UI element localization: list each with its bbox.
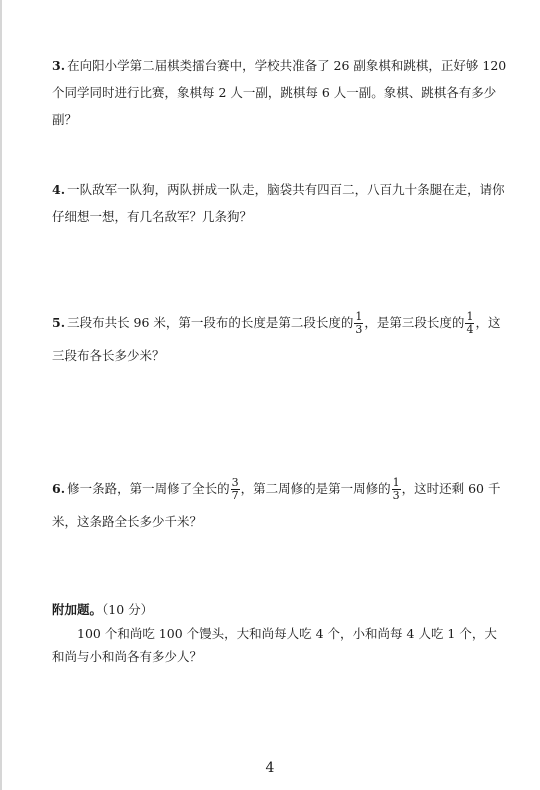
problem-number: 4. xyxy=(52,182,66,197)
problem-text-part1: 修一条路，第一周修了全长的 xyxy=(67,481,230,496)
problem-text-part3: ，这时还剩 60 千米，这条路全长多少千米？ xyxy=(52,481,501,529)
fraction-denominator: 3 xyxy=(392,489,400,502)
problem-3 xyxy=(52,52,512,133)
problem-text-part2: ，第二周修的是第一周修的 xyxy=(240,481,391,496)
problem-number: 5. xyxy=(52,315,66,330)
fraction-numerator: 1 xyxy=(355,310,363,323)
fraction-one-third xyxy=(392,477,401,502)
fraction-denominator: 4 xyxy=(466,323,474,336)
fraction-denominator: 7 xyxy=(231,489,239,502)
page-edge-line xyxy=(0,0,2,790)
problem-text: 一队敌军一队狗，两队拼成一队走，脑袋共有四百二，八百九十条腿在走，请你仔细想一想，有几名敌军？几条狗？ xyxy=(52,182,505,224)
problem-text-part1: 三段布共长 96 米，第一段布的长度是第二段长度的 xyxy=(67,315,354,330)
fraction-denominator: 3 xyxy=(355,323,363,336)
fraction-numerator: 1 xyxy=(466,310,474,323)
page-number: 4 xyxy=(265,760,275,776)
fraction-numerator: 1 xyxy=(392,476,400,489)
fraction-one-quarter xyxy=(465,311,474,336)
problem-number: 3. xyxy=(52,58,66,73)
bonus-heading xyxy=(52,600,153,618)
problem-text: 在向阳小学第二届棋类擂台赛中，学校共准备了 26 副象棋和跳棋，正好够 120 个同学同时进行比赛，象棋每 2 人一副，跳棋每 6 人一副。象棋、跳棋各有多少副？ xyxy=(52,58,507,127)
problem-5 xyxy=(52,306,512,372)
problem-text-part3: ，这三段布各长多少米？ xyxy=(52,315,501,363)
problem-text-part2: ，是第三段长度的 xyxy=(364,315,465,330)
problem-number: 6. xyxy=(52,481,66,496)
fraction-numerator: 3 xyxy=(231,476,239,489)
bonus-score: （10 分） xyxy=(102,602,154,617)
bonus-title: 附加题。 xyxy=(52,602,103,617)
problem-4 xyxy=(52,176,512,230)
bonus-problem-text: 100 个和尚吃 100 个馒头，大和尚每人吃 4 个，小和尚每 4 人吃 1 个，大和尚与小和尚各有多少人？ xyxy=(52,626,497,664)
problem-6 xyxy=(52,472,512,538)
fraction-one-third xyxy=(354,311,363,336)
fraction-three-sevenths xyxy=(231,477,240,502)
